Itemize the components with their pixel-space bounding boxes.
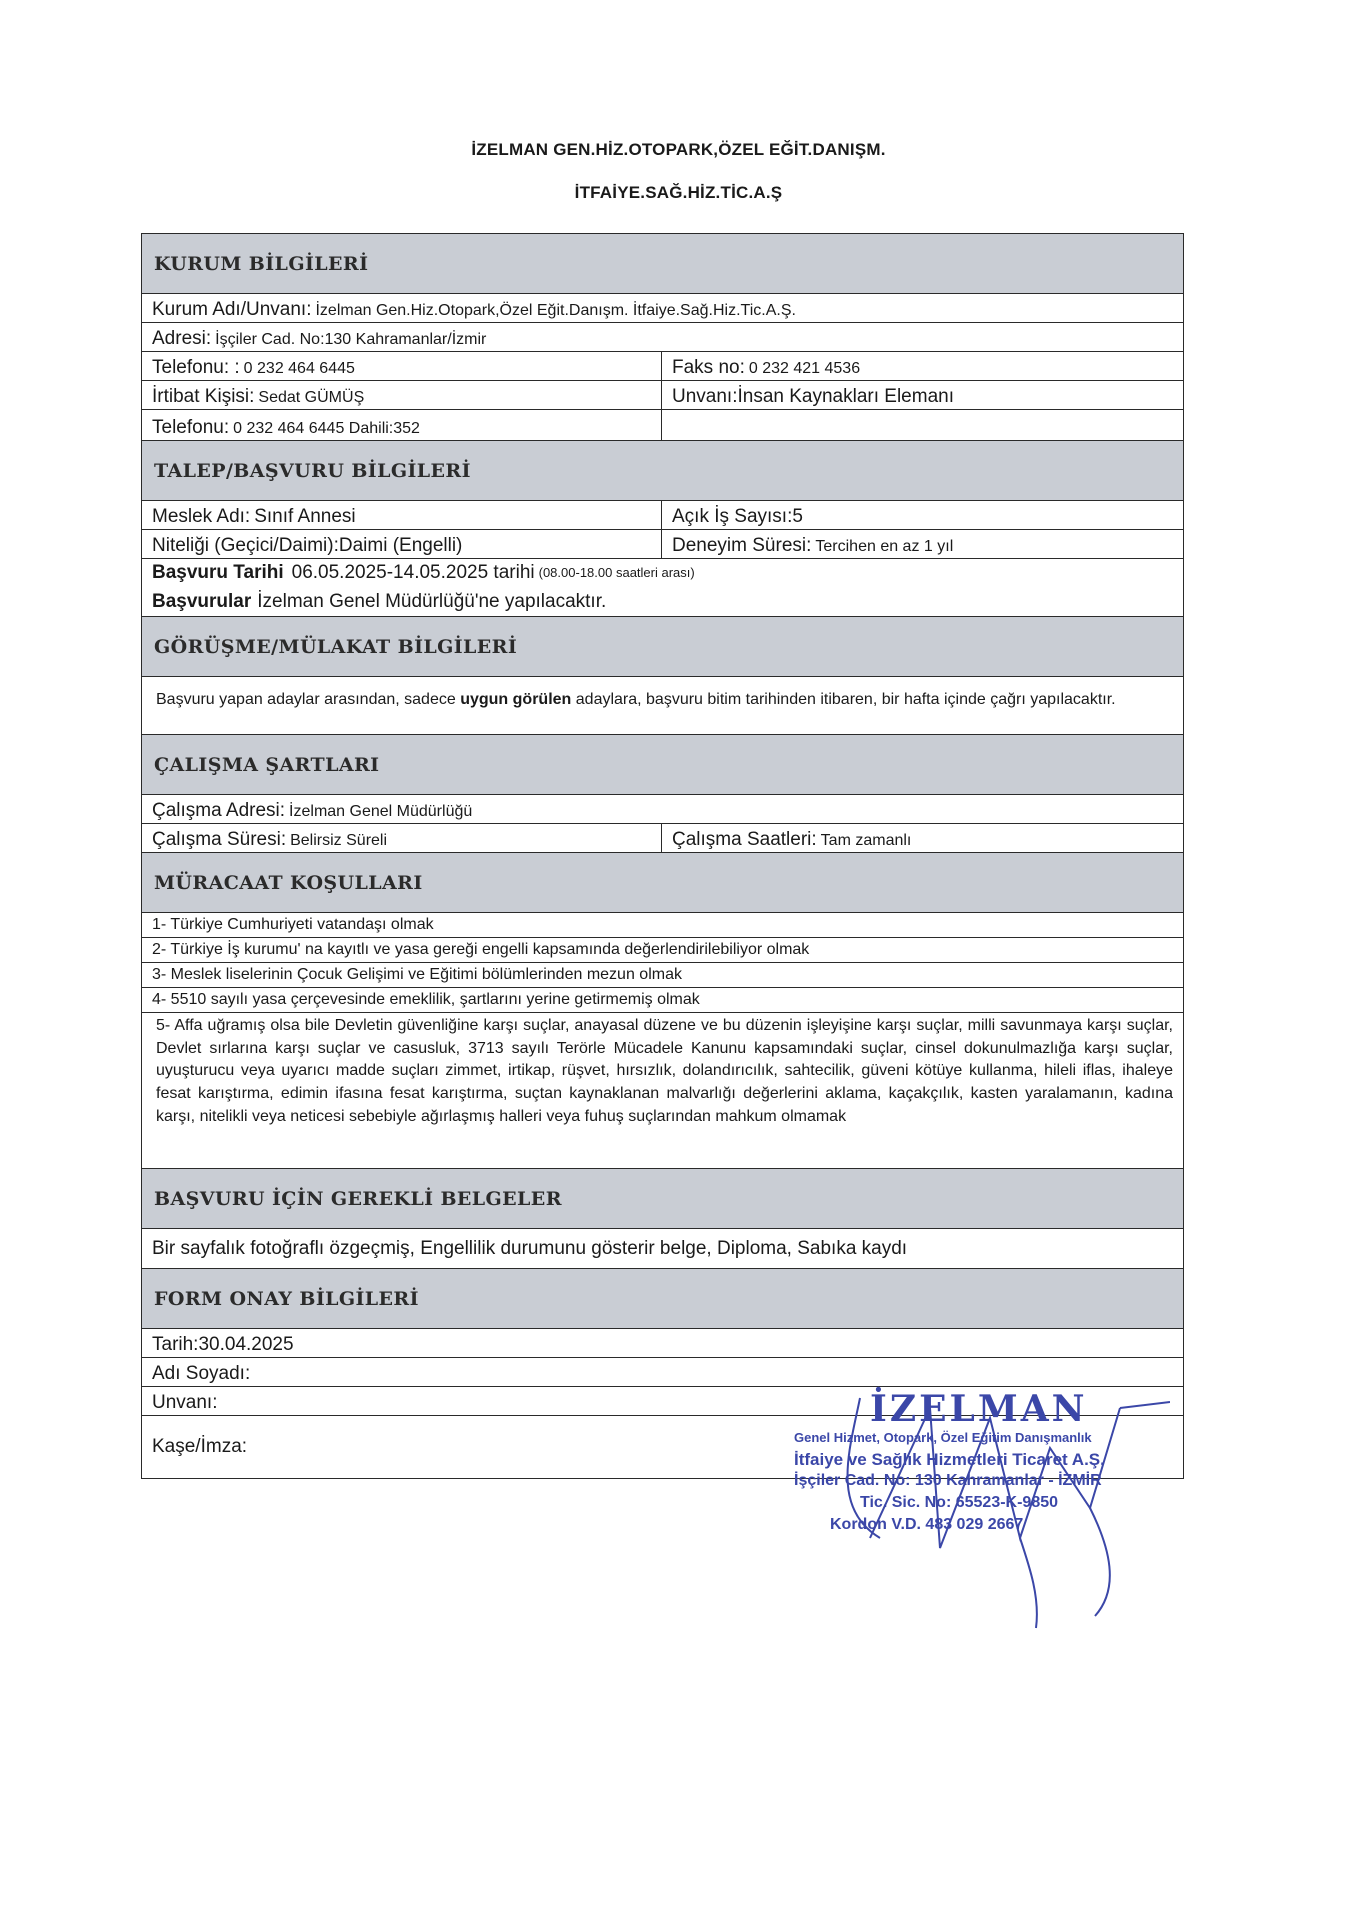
- talep-job-value: Sınıf Annesi: [254, 506, 356, 528]
- row-talep-job: [142, 501, 1183, 530]
- muracaat-item: 5- Affa uğramış olsa bile Devletin güvenliğine karşı suçlar, anayasal düzene ve bu düzenin işleyişine karşı suçlar, milli savunmaya karşı suçlar, Devlet sırlarına karşı suçlar ve casusluk, 3713 sayılı Terörle Mücadele Kanunu kapsamındaki suçlar, cinsel dokunulmazlığa karşı suçlar, uyuşturucu veya uyarıcı madde suçları zimmet, irtikap, rüşvet, hırsızlık, dolandırıcılık, sahtecilik, güveni kötüye kullanma, hileli iflas, ihaleye fesat karıştırma, edimin ifasına fesat karıştırma, suçtan kaynaklanan malvarlığı değerlerini aklama, kaçakçılık, kasten yaralamanın, kadına karşı, nitelikli veya neticesi sebebiyle ağırlaşmış halleri veya fuhuş suçlarından mahkum olmamak: [156, 1017, 1173, 1125]
- calisma-address-label: Çalışma Adresi:: [152, 800, 286, 822]
- talep-date-value: 06.05.2025-14.05.2025 tarihi: [291, 562, 535, 584]
- talep-nature-label: Niteliği (Geçici/Daimi):: [152, 535, 339, 557]
- row-kurum-phone2: [142, 410, 1183, 441]
- signature-icon: [790, 1388, 1170, 1638]
- muracaat-item: 4- 5510 sayılı yasa çerçevesinde emeklilik, şartlarını yerine getirmemiş olmak: [152, 991, 700, 1009]
- section-onay-title: FORM ONAY BİLGİLERİ: [142, 1269, 1183, 1329]
- row-talep-dates: [142, 559, 1183, 617]
- stamp-name: İZELMAN: [870, 1388, 1088, 1430]
- talep-openings-label: Açık İş Sayısı:: [672, 506, 793, 528]
- kurum-contact-value: Sedat GÜMÜŞ: [258, 389, 365, 407]
- kurum-phone2-label: Telefonu:: [152, 417, 230, 439]
- calisma-duration-label: Çalışma Süresi:: [152, 829, 287, 851]
- section-calisma-title: ÇALIŞMA ŞARTLARI: [142, 735, 1183, 795]
- kurum-title-value: İnsan Kaynakları Elemanı: [737, 386, 954, 408]
- row-muracaat-item-1: [142, 913, 1183, 938]
- kurum-address-value: İşçiler Cad. No:130 Kahramanlar/İzmir: [215, 331, 487, 349]
- row-muracaat-item-3: [142, 963, 1183, 988]
- onay-stamp-label: Kaşe/İmza:: [152, 1436, 248, 1458]
- talep-date-hours: (08.00-18.00 saatleri arası): [538, 565, 695, 581]
- kurum-phone-label: Telefonu: :: [152, 357, 240, 379]
- row-talep-nature: [142, 530, 1183, 559]
- row-muracaat-item-5: [142, 1013, 1183, 1169]
- talep-openings-value: 5: [792, 506, 803, 528]
- section-kurum-title: KURUM BİLGİLERİ: [142, 234, 1183, 294]
- section-belgeler-title: BAŞVURU İÇİN GEREKLİ BELGELER: [142, 1169, 1183, 1229]
- calisma-address-value: İzelman Genel Müdürlüğü: [289, 803, 473, 821]
- talep-experience-label: Deneyim Süresi:: [672, 535, 812, 557]
- row-muracaat-item-2: [142, 938, 1183, 963]
- row-onay-name: [142, 1358, 1183, 1387]
- kurum-contact-label: İrtibat Kişisi:: [152, 386, 255, 408]
- gorusme-text-bold: uygun görülen: [460, 691, 572, 708]
- stamp-line-4: Tic. Sic. No: 65523-K-9850: [860, 1494, 1059, 1511]
- kurum-fax-label: Faks no:: [672, 357, 745, 379]
- application-form: [141, 233, 1184, 1479]
- header-line-2: İTFAİYE.SAĞ.HİZ.TİC.A.Ş: [574, 183, 783, 202]
- muracaat-item: 2- Türkiye İş kurumu' na kayıtlı ve yasa gereği engelli kapsamında değerlendirilebiliyor olmak: [152, 941, 810, 959]
- talep-apply-label: Başvurular: [152, 590, 252, 612]
- kurum-name-value: İzelman Gen.Hiz.Otopark,Özel Eğit.Danışm. İtfaiye.Sağ.Hiz.Tic.A.Ş.: [315, 302, 796, 320]
- row-belgeler-text: [142, 1229, 1183, 1269]
- section-talep-title: TALEP/BAŞVURU BİLGİLERİ: [142, 441, 1183, 501]
- talep-nature-value: Daimi (Engelli): [338, 535, 463, 557]
- gorusme-text-pre: Başvuru yapan adaylar arasından, sadece: [156, 691, 456, 708]
- kurum-phone-value: 0 232 464 6445: [243, 360, 355, 378]
- company-stamp: [790, 1388, 1170, 1558]
- talep-experience-value: Tercihen en az 1 yıl: [815, 538, 954, 556]
- stamp-line-1: Genel Hizmet, Otopark, Özel Eğitim Danışmanlık: [794, 1430, 1092, 1445]
- row-calisma-address: [142, 795, 1183, 824]
- kurum-title-label: Unvanı:: [672, 386, 738, 408]
- kurum-fax-value: 0 232 421 4536: [748, 360, 861, 378]
- kurum-name-label: Kurum Adı/Unvanı:: [152, 299, 312, 321]
- muracaat-item: 1- Türkiye Cumhuriyeti vatandaşı olmak: [152, 916, 434, 934]
- row-kurum-name: [142, 294, 1183, 323]
- stamp-line-5: Kordon V.D. 483 029 2667: [830, 1516, 1024, 1533]
- calisma-hours-label: Çalışma Saatleri:: [672, 829, 817, 851]
- onay-date: Tarih:30.04.2025: [152, 1334, 294, 1356]
- row-calisma-duration: [142, 824, 1183, 853]
- belgeler-text: Bir sayfalık fotoğraflı özgeçmiş, Engellilik durumunu gösterir belge, Diploma, Sabıka kaydı: [152, 1237, 908, 1259]
- calisma-duration-value: Belirsiz Süreli: [290, 832, 388, 850]
- row-kurum-phone: [142, 352, 1183, 381]
- talep-apply-value: İzelman Genel Müdürlüğü'ne yapılacaktır.: [257, 590, 607, 612]
- header-line-1: İZELMAN GEN.HİZ.OTOPARK,ÖZEL EĞİT.DANIŞM.: [471, 140, 886, 159]
- kurum-phone2-value: 0 232 464 6445 Dahili:352: [233, 420, 420, 438]
- talep-date-label: Başvuru Tarihi: [152, 562, 284, 584]
- gorusme-text: [142, 677, 1126, 734]
- onay-name-label: Adı Soyadı:: [152, 1363, 251, 1385]
- stamp-line-3: İşçiler Cad. No: 130 Kahramanlar - İZMİR: [794, 1472, 1102, 1489]
- talep-job-label: Meslek Adı:: [152, 506, 251, 528]
- row-kurum-address: [142, 323, 1183, 352]
- muracaat-item: 3- Meslek liselerinin Çocuk Gelişimi ve Eğitimi bölümlerinden mezun olmak: [152, 966, 682, 984]
- onay-title-label: Unvanı:: [152, 1392, 218, 1414]
- row-muracaat-item-4: [142, 988, 1183, 1013]
- section-gorusme-title: GÖRÜŞME/MÜLAKAT BİLGİLERİ: [142, 617, 1183, 677]
- section-muracaat-title: MÜRACAAT KOŞULLARI: [142, 853, 1183, 913]
- kurum-address-label: Adresi:: [152, 328, 212, 350]
- row-onay-date: [142, 1329, 1183, 1358]
- stamp-line-2: İtfaiye ve Sağlık Hizmetleri Ticaret A.Ş.: [794, 1450, 1105, 1469]
- calisma-hours-value: Tam zamanlı: [820, 832, 912, 850]
- gorusme-text-post: adaylara, başvuru bitim tarihinden itibaren, bir hafta içinde çağrı yapılacaktır.: [575, 691, 1116, 708]
- row-gorusme-text: [142, 677, 1183, 735]
- row-kurum-contact: [142, 381, 1183, 410]
